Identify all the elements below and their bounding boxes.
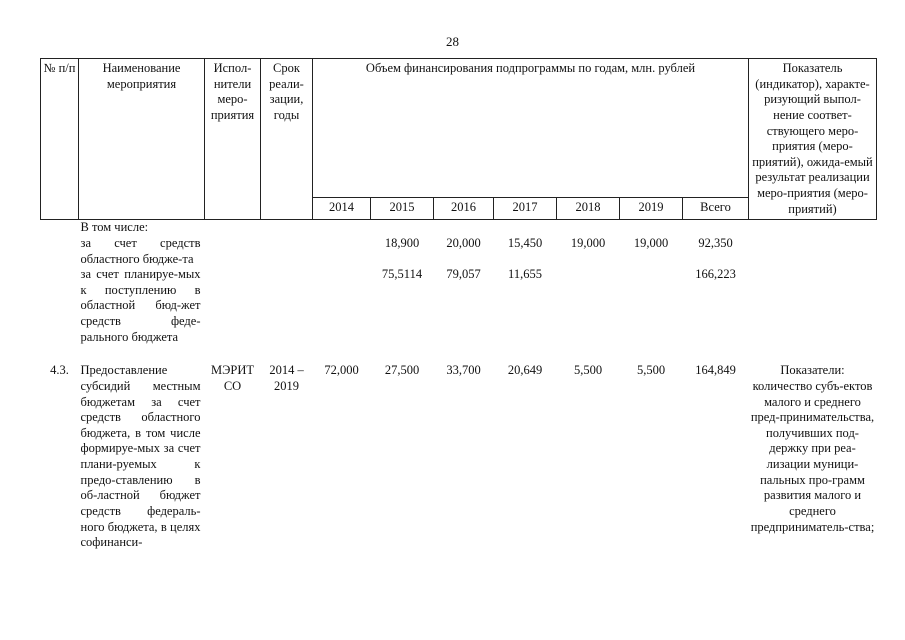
value-2015: 18,900 — [384, 235, 420, 250]
value-2016 — [434, 220, 494, 236]
value-2014: 72,000 — [324, 363, 359, 378]
value-total: 166,223 — [695, 267, 736, 282]
row-executors — [205, 267, 261, 345]
row-indicator — [749, 236, 877, 267]
value-2019 — [620, 220, 683, 236]
row-no — [41, 220, 79, 236]
value-2016: 33,700 — [446, 363, 481, 378]
funding-table — [40, 58, 877, 551]
value-total: 92,350 — [698, 235, 733, 250]
row-executors: МЭРИТ СО — [211, 363, 254, 393]
value-2019: 5,500 — [636, 363, 666, 378]
value-2016: 79,057 — [446, 267, 481, 282]
header-year-2015: 2015 — [371, 198, 434, 220]
value-2016: 20,000 — [446, 235, 481, 250]
header-indicator: Показатель (индикатор), характе-ризующий выпол-нение соответ-ствующего меро-приятия (меро-приятий), ожида-емый результат реализации меро-приятия (меро-приятий) — [749, 59, 877, 220]
table-row — [41, 220, 877, 236]
header-year-2017: 2017 — [494, 198, 557, 220]
header-name: Наименование мероприятия — [79, 59, 205, 220]
page-number: 28 — [446, 34, 459, 49]
header-term: Срок реали-зации, годы — [261, 59, 313, 220]
value-2018: 19,000 — [570, 235, 606, 250]
row-term — [261, 236, 313, 267]
row-indicator — [749, 267, 877, 345]
value-2015: 75,5114 — [381, 267, 423, 282]
row-no — [41, 236, 79, 267]
table-row — [41, 236, 877, 267]
row-spacer — [41, 345, 877, 363]
value-2014 — [313, 267, 371, 345]
header-total: Всего — [683, 198, 749, 220]
value-2019: 19,000 — [633, 235, 669, 250]
header-executors: Испол-нители меро-приятия — [205, 59, 261, 220]
header-year-2018: 2018 — [557, 198, 620, 220]
header-year-2016: 2016 — [434, 198, 494, 220]
value-2018 — [557, 267, 620, 345]
value-total: 164,849 — [695, 363, 736, 378]
row-executors — [205, 220, 261, 236]
row-term — [261, 220, 313, 236]
row-term — [261, 267, 313, 345]
header-year-2019: 2019 — [620, 198, 683, 220]
row-indicator — [749, 220, 877, 236]
row-executors — [205, 236, 261, 267]
row-name: за счет планируе-мых к поступлению в областной бюд-жет средств феде-рального бюджета — [80, 267, 201, 344]
value-2014 — [313, 236, 371, 267]
value-2015 — [371, 220, 434, 236]
row-no — [41, 267, 79, 345]
table-row — [41, 267, 877, 345]
header-year-2014: 2014 — [313, 198, 371, 220]
value-2017: 20,649 — [507, 363, 543, 378]
value-2014 — [313, 220, 371, 236]
value-2017: 15,450 — [507, 235, 543, 250]
row-no: 4.3. — [50, 363, 69, 378]
header-no: № п/п — [41, 59, 79, 220]
row-term: 2014 – 2019 — [269, 363, 304, 393]
value-2015: 27,500 — [384, 363, 420, 378]
row-name: за счет средств областного бюдже-та — [80, 235, 201, 266]
row-name: В том числе: — [80, 220, 149, 235]
value-total — [683, 220, 749, 236]
row-name: Предоставление субсидий местным бюджетам за счет средств областного бюджета, в том числе формируе-мых за счет плани-руемых к предо-ставлению в об-ластной бюджет средств федераль-ного бюджета, в целях софинанси- — [80, 363, 201, 550]
row-indicator: Показатели: количество субъ-ектов малого и среднего пред-принимательства, получивших под-держку при реа-лизации муници-пальных про-грамм развития малого и среднего предприниматель-ства; — [750, 363, 875, 534]
table-row — [41, 363, 877, 551]
value-2019 — [620, 267, 683, 345]
value-2017 — [494, 220, 557, 236]
value-2018: 5,500 — [573, 363, 603, 378]
value-2018 — [557, 220, 620, 236]
header-funding: Объем финансирования подпрограммы по годам, млн. рублей — [313, 59, 749, 198]
value-2017: 11,655 — [508, 267, 542, 282]
